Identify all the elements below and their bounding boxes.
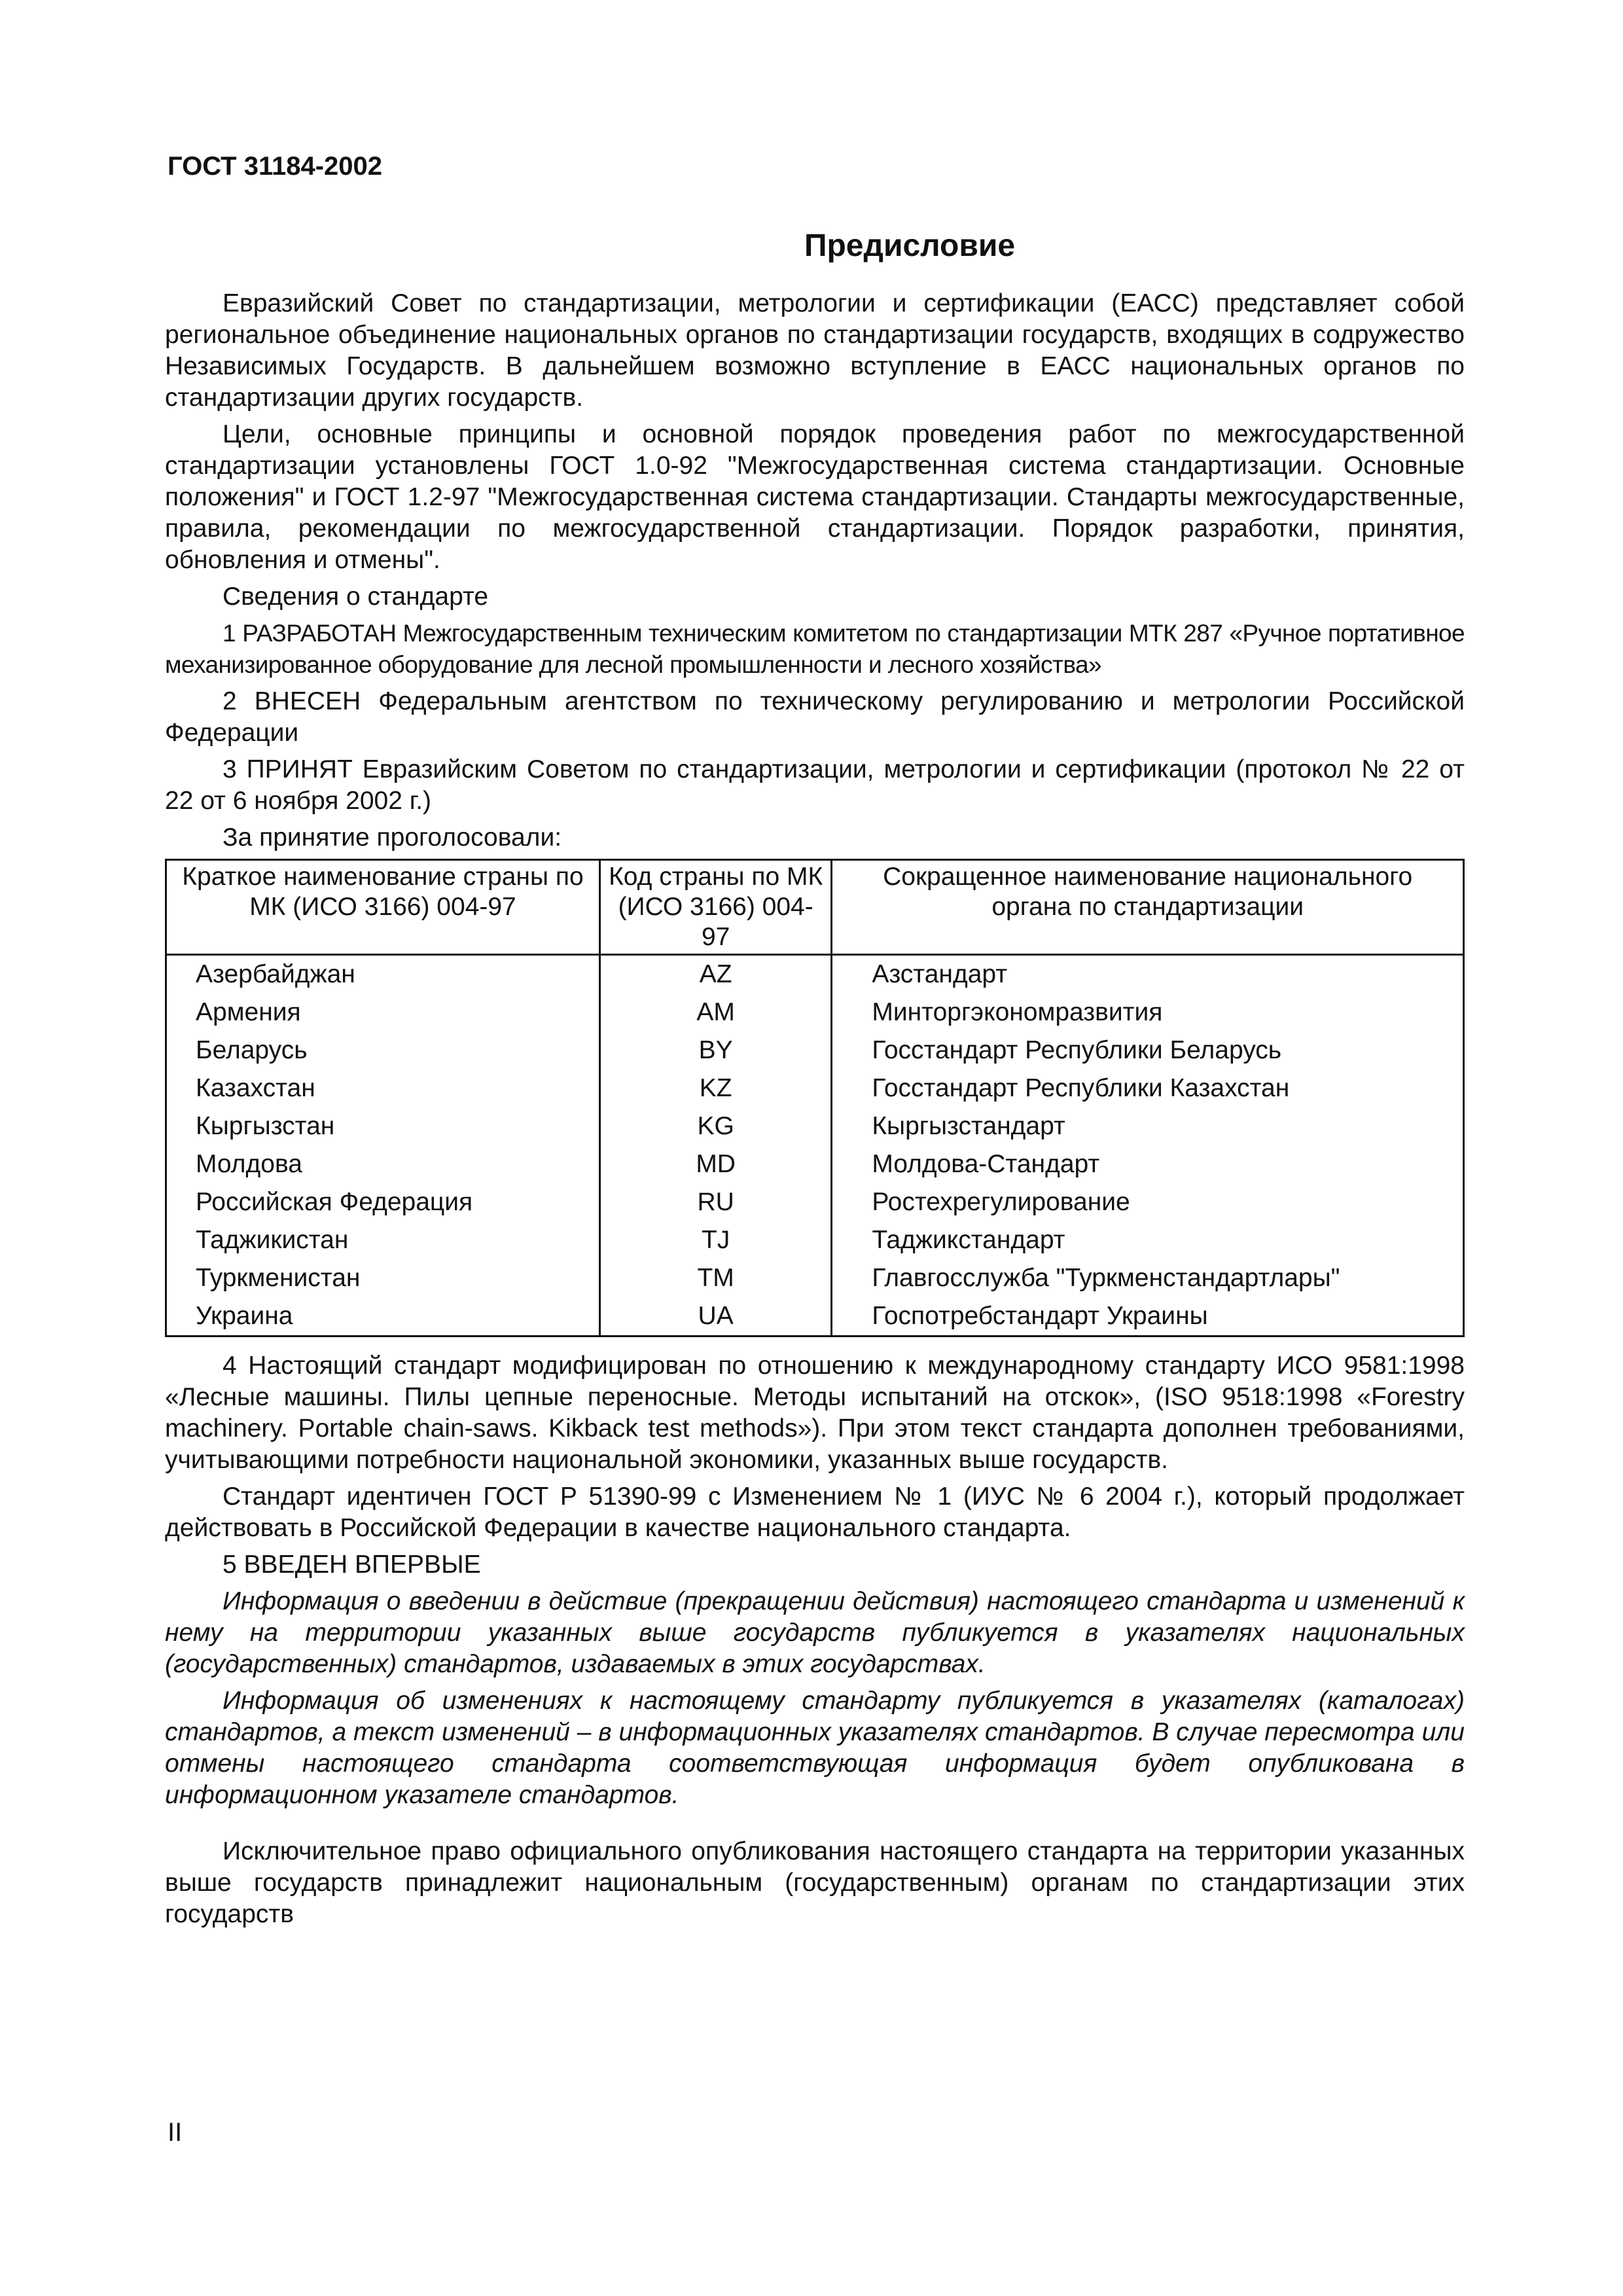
code-cell: BY xyxy=(599,1031,831,1069)
paragraph-introduced: 2 ВНЕСЕН Федеральным агентством по техническому регулированию и метрологии Российской Федерации xyxy=(165,687,1465,747)
country-cell: Азербайджан xyxy=(166,955,600,994)
organ-cell: Главгосслужба "Туркменстандартлары" xyxy=(832,1259,1464,1297)
table-row xyxy=(166,1259,1464,1297)
paragraph-developed: 1 РАЗРАБОТАН Межгосударственным техническим комитетом по стандартизации МТК 287 «Ручное портативное механизированное оборудование для лесной промышленности и лесного хозяйства» xyxy=(165,620,1465,678)
table-row xyxy=(166,994,1464,1031)
page-number: II xyxy=(168,2118,183,2147)
column-header-country: Краткое наименование страны по МК (ИСО 3166) 004-97 xyxy=(166,860,600,955)
paragraph-exclusive-right: Исключительное право официального опубликования настоящего стандарта на территории указанных выше государств принадлежит национальным (государственным) органам по стандартизации этих государств xyxy=(165,1837,1465,1928)
organ-cell: Госстандарт Республики Беларусь xyxy=(832,1031,1464,1069)
code-cell: TJ xyxy=(599,1221,831,1259)
table-row xyxy=(166,1107,1464,1145)
organ-cell: Госстандарт Республики Казахстан xyxy=(832,1069,1464,1107)
code-cell: UA xyxy=(599,1297,831,1336)
paragraph-first-introduced: 5 ВВЕДЕН ВПЕРВЫЕ xyxy=(223,1551,481,1579)
country-cell: Таджикистан xyxy=(166,1221,600,1259)
table-row xyxy=(166,1069,1464,1107)
organ-cell: Кыргызстандарт xyxy=(832,1107,1464,1145)
paragraph-modified: 4 Настоящий стандарт модифицирован по отношению к международному стандарту ИСО 9581:1998 «Лесные машины. Пилы цепные переносные. Методы испытаний на отскок», (ISO 9518:1998 «Forestry machinery. Portable chain-saws. Kikback test methods»). При этом текст стандарта дополнен требованиями, учитывающими потребности национальной экономики, указанных выше государств. xyxy=(165,1352,1465,1474)
country-cell: Армения xyxy=(166,994,600,1031)
paragraph-voted: За принятие проголосовали: xyxy=(223,823,562,852)
column-header-code: Код страны по МК (ИСО 3166) 004-97 xyxy=(599,860,831,955)
table-row xyxy=(166,1145,1464,1183)
code-cell: MD xyxy=(599,1145,831,1183)
paragraph-info-changes: Информация об изменениях к настоящему стандарту публикуется в указателях (каталогах) стандартов, а текст изменений – в информационных указателях стандартов. В случае пересмотра или отмены настоящего стандарта соответствующая информация будет опубликована в информационном указателе стандартов. xyxy=(165,1687,1465,1809)
column-header-organ: Сокращенное наименование национального органа по стандартизации xyxy=(832,860,1464,955)
country-cell: Беларусь xyxy=(166,1031,600,1069)
country-cell: Туркменистан xyxy=(166,1259,600,1297)
paragraph-eass-intro: Евразийский Совет по стандартизации, метрологии и сертификации (ЕАСС) представляет собой региональное объединение национальных органов по стандартизации государств, входящих в содружество Независимых Государств. В дальнейшем возможно вступление в ЕАСС национальных органов по стандартизации других государств. xyxy=(165,289,1465,412)
country-cell: Кыргызстан xyxy=(166,1107,600,1145)
table-header-row xyxy=(166,860,1464,955)
organ-cell: Таджикстандарт xyxy=(832,1221,1464,1259)
code-cell: AZ xyxy=(599,955,831,994)
country-cell: Молдова xyxy=(166,1145,600,1183)
paragraph-adopted: 3 ПРИНЯТ Евразийским Советом по стандартизации, метрологии и сертификации (протокол № 22 от 22 от 6 ноября 2002 г.) xyxy=(165,755,1465,815)
paragraph-goals: Цели, основные принципы и основной порядок проведения работ по межгосударственной стандартизации установлены ГОСТ 1.0-92 "Межгосударственная система стандартизации. Основные положения" и ГОСТ 1.2-97 "Межгосударственная система стандартизации. Стандарты межгосударственные, правила, рекомендации по межгосударственной стандартизации. Порядок разработки, принятия, обновления и отмены". xyxy=(165,420,1465,574)
country-cell: Казахстан xyxy=(166,1069,600,1107)
code-cell: KZ xyxy=(599,1069,831,1107)
document-code: ГОСТ 31184-2002 xyxy=(168,152,383,181)
document-body xyxy=(165,288,1465,1935)
organ-cell: Госпотребстандарт Украины xyxy=(832,1297,1464,1336)
code-cell: AM xyxy=(599,994,831,1031)
table-row xyxy=(166,1183,1464,1221)
paragraph-standard-info: Сведения о стандарте xyxy=(223,583,489,611)
page-title: Предисловие xyxy=(804,228,1016,263)
organ-cell: Молдова-Стандарт xyxy=(832,1145,1464,1183)
table-row xyxy=(166,955,1464,994)
code-cell: TM xyxy=(599,1259,831,1297)
paragraph-info-enforcement: Информация о введении в действие (прекращении действия) настоящего стандарта и изменений к нему на территории указанных выше государств публикуется в указателях национальных (государственных) стандартов, издаваемых в этих государствах. xyxy=(165,1587,1465,1678)
table-row xyxy=(166,1297,1464,1336)
code-cell: KG xyxy=(599,1107,831,1145)
table-row xyxy=(166,1221,1464,1259)
organ-cell: Ростехрегулирование xyxy=(832,1183,1464,1221)
organ-cell: Азстандарт xyxy=(832,955,1464,994)
paragraph-identical: Стандарт идентичен ГОСТ Р 51390-99 с Изменением № 1 (ИУС № 6 2004 г.), который продолжает действовать в Российской Федерации в качестве национального стандарта. xyxy=(165,1482,1465,1542)
table-row xyxy=(166,1031,1464,1069)
country-cell: Российская Федерация xyxy=(166,1183,600,1221)
organ-cell: Минторгэкономразвития xyxy=(832,994,1464,1031)
country-cell: Украина xyxy=(166,1297,600,1336)
voting-countries-table xyxy=(165,859,1465,1337)
code-cell: RU xyxy=(599,1183,831,1221)
